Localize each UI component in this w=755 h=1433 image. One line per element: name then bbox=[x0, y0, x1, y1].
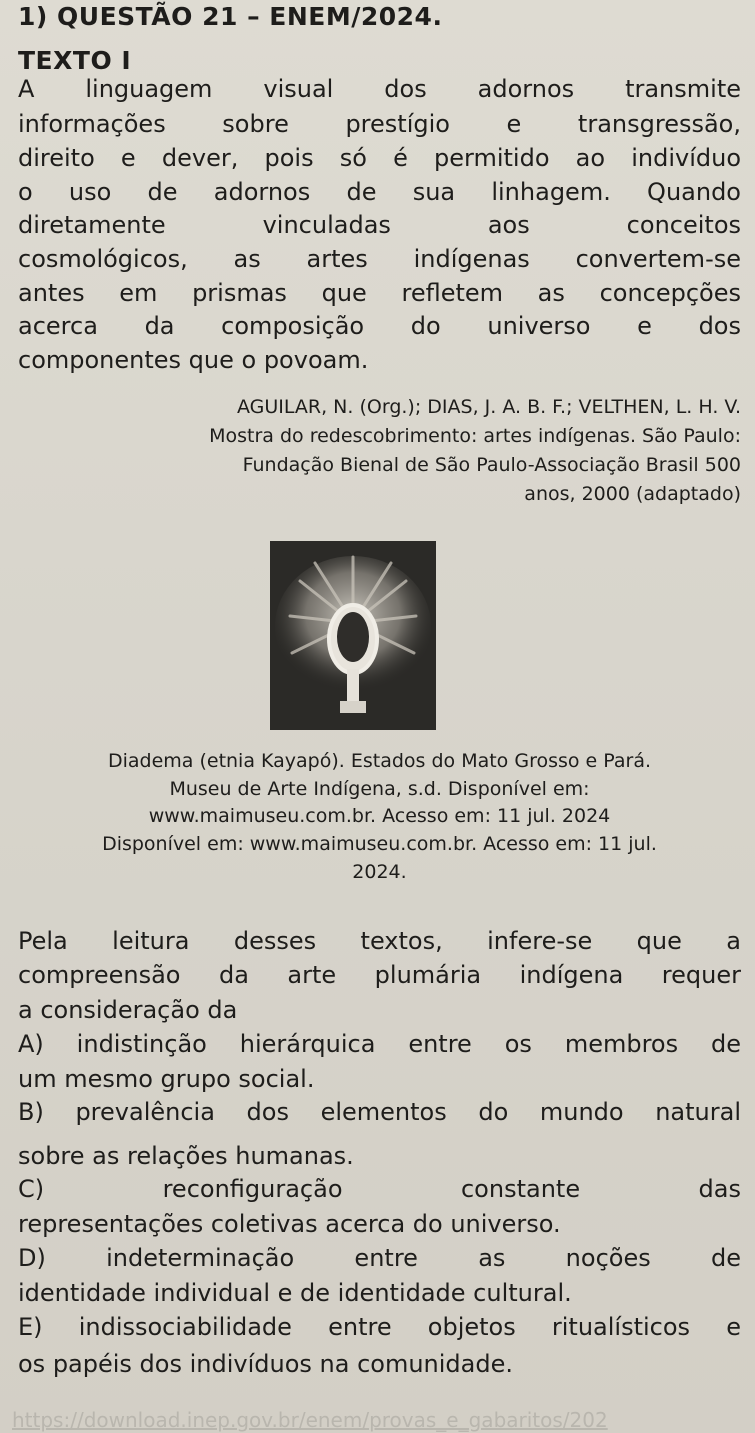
text-1-line: antes em prismas que refletem as concepções bbox=[18, 279, 741, 307]
text-1-line: A linguagem visual dos adornos transmite bbox=[18, 75, 741, 103]
citation-line: Museu de Arte Indígena, s.d. Disponível em: bbox=[169, 778, 590, 800]
text-1-line: informações sobre prestígio e transgressão, bbox=[18, 110, 741, 138]
citation-line: 2024. bbox=[352, 861, 407, 883]
source-url-link[interactable]: https://download.inep.gov.br/enem/provas_e_gabaritos/202 bbox=[12, 1408, 608, 1432]
citation-line: anos, 2000 (adaptado) bbox=[524, 483, 741, 505]
option-line: C) reconfiguração constante das bbox=[18, 1175, 741, 1203]
option-line: sobre as relações humanas. bbox=[18, 1142, 354, 1170]
text-1-line: diretamente vinculadas aos conceitos bbox=[18, 211, 741, 239]
option-line: B) prevalência dos elementos do mundo natural bbox=[18, 1098, 741, 1126]
option-line: E) indissociabilidade entre objetos ritualísticos e bbox=[18, 1313, 741, 1341]
prompt-line: a consideração da bbox=[18, 996, 238, 1024]
citation-line: Disponível em: www.maimuseu.com.br. Acesso em: 11 jul. bbox=[102, 833, 657, 855]
option-line: D) indeterminação entre as noções de bbox=[18, 1244, 741, 1272]
citation-line: Fundação Bienal de São Paulo-Associação Brasil 500 bbox=[242, 454, 741, 476]
text-1-line: acerca da composição do universo e dos bbox=[18, 312, 741, 340]
question-title: 1) QUESTÃO 21 – ENEM/2024. bbox=[18, 2, 443, 31]
citation-line: AGUILAR, N. (Org.); DIAS, J. A. B. F.; VELTHEN, L. H. V. bbox=[236, 396, 741, 418]
prompt-line: Pela leitura desses textos, infere-se que a bbox=[18, 927, 741, 955]
text-1-line: componentes que o povoam. bbox=[18, 346, 369, 374]
option-line: representações coletivas acerca do universo. bbox=[18, 1210, 561, 1238]
diadema-image bbox=[270, 541, 436, 730]
citation-line: Diadema (etnia Kayapó). Estados do Mato Grosso e Pará. bbox=[107, 750, 652, 772]
option-line: A) indistinção hierárquica entre os membros de bbox=[18, 1030, 741, 1058]
citation-line: www.maimuseu.com.br. Acesso em: 11 jul. 2024 bbox=[148, 805, 611, 827]
option-line: identidade individual e de identidade cultural. bbox=[18, 1279, 572, 1307]
kayapo-diadema-photo bbox=[270, 541, 436, 730]
text-label: TEXTO I bbox=[18, 46, 132, 75]
text-1-line: o uso de adornos de sua linhagem. Quando bbox=[18, 178, 741, 206]
prompt-line: compreensão da arte plumária indígena requer bbox=[18, 961, 741, 989]
text-1-line: cosmológicos, as artes indígenas convertem-se bbox=[18, 245, 741, 273]
citation-line: Mostra do redescobrimento: artes indígenas. São Paulo: bbox=[209, 425, 741, 447]
option-line: um mesmo grupo social. bbox=[18, 1065, 315, 1093]
text-1-line: direito e dever, pois só é permitido ao indivíduo bbox=[18, 144, 741, 172]
option-line: os papéis dos indivíduos na comunidade. bbox=[18, 1350, 513, 1378]
